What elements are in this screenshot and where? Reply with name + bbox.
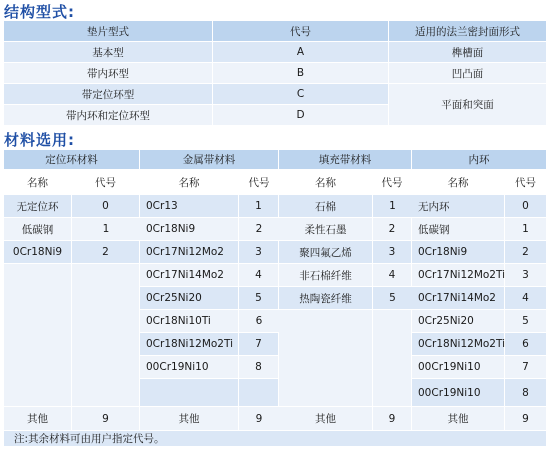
header-flange-face: 适用的法兰密封面形式 bbox=[389, 21, 546, 42]
empty-cell bbox=[72, 264, 140, 407]
inner-ring-name: 00Cr19Ni10 bbox=[412, 356, 505, 379]
inner-ring-name: 0Cr25Ni20 bbox=[412, 310, 505, 333]
empty-cell bbox=[4, 264, 72, 407]
materials-table bbox=[4, 150, 546, 447]
structure-table bbox=[4, 21, 546, 126]
positioning-ring-code: 1 bbox=[72, 218, 140, 241]
gasket-code: D bbox=[213, 105, 389, 126]
inner-ring-code: 7 bbox=[505, 356, 546, 379]
group-filler-strip: 填充带材料 bbox=[279, 150, 412, 170]
gasket-code: C bbox=[213, 84, 389, 105]
gasket-code: B bbox=[213, 63, 389, 84]
filler-strip-code: 4 bbox=[373, 264, 412, 287]
header-gasket-type: 垫片型式 bbox=[4, 21, 213, 42]
inner-ring-name: 低碳钢 bbox=[412, 218, 505, 241]
sub-header-code: 代号 bbox=[72, 170, 140, 195]
materials-title: 材料选用: bbox=[4, 131, 75, 149]
filler-strip-code: 5 bbox=[373, 287, 412, 310]
metal-strip-code: 3 bbox=[239, 241, 279, 264]
gasket-type: 带内环型 bbox=[4, 63, 213, 84]
filler-strip-name: 非石棉纤维 bbox=[279, 264, 373, 287]
gasket-type: 带内环和定位环型 bbox=[4, 105, 213, 126]
metal-strip-name: 00Cr19Ni10 bbox=[140, 356, 239, 379]
group-metal-strip: 金属带材料 bbox=[140, 150, 279, 170]
metal-strip-name: 0Cr18Ni12Mo2Ti bbox=[140, 333, 239, 356]
empty-cell bbox=[239, 379, 279, 407]
positioning-ring-name: 无定位环 bbox=[4, 195, 72, 218]
filler-strip-code: 1 bbox=[373, 195, 412, 218]
gasket-code: A bbox=[213, 42, 389, 63]
metal-strip-code: 4 bbox=[239, 264, 279, 287]
inner-ring-name: 0Cr17Ni14Mo2 bbox=[412, 287, 505, 310]
inner-ring-name: 无内环 bbox=[412, 195, 505, 218]
sub-header-code: 代号 bbox=[373, 170, 412, 195]
flange-face: 榫槽面 bbox=[389, 42, 546, 63]
metal-strip-code: 7 bbox=[239, 333, 279, 356]
sub-header-name: 名称 bbox=[412, 170, 505, 195]
metal-strip-code: 5 bbox=[239, 287, 279, 310]
positioning-ring-name: 0Cr18Ni9 bbox=[4, 241, 72, 264]
empty-cell bbox=[279, 310, 373, 407]
sub-header-name: 名称 bbox=[4, 170, 72, 195]
inner-ring-code: 0 bbox=[505, 195, 546, 218]
inner-ring-code: 1 bbox=[505, 218, 546, 241]
group-inner-ring: 内环 bbox=[412, 150, 546, 170]
structure-title: 结构型式: bbox=[4, 3, 75, 21]
metal-strip-name: 0Cr13 bbox=[140, 195, 239, 218]
inner-ring-name: 00Cr19Ni10 bbox=[412, 379, 505, 407]
inner-ring-code: 3 bbox=[505, 264, 546, 287]
metal-strip-name: 0Cr18Ni9 bbox=[140, 218, 239, 241]
sub-header-code: 代号 bbox=[505, 170, 546, 195]
flange-face: 凹凸面 bbox=[389, 63, 546, 84]
inner-ring-name: 0Cr18Ni12Mo2Ti bbox=[412, 333, 505, 356]
metal-strip-name: 0Cr17Ni12Mo2 bbox=[140, 241, 239, 264]
other-code: 9 bbox=[72, 407, 140, 431]
metal-strip-name: 0Cr18Ni10Ti bbox=[140, 310, 239, 333]
metal-strip-code: 8 bbox=[239, 356, 279, 379]
inner-ring-code: 2 bbox=[505, 241, 546, 264]
metal-strip-code: 1 bbox=[239, 195, 279, 218]
inner-ring-code: 4 bbox=[505, 287, 546, 310]
other-name: 其他 bbox=[279, 407, 373, 431]
flange-face-merged: 平面和突面 bbox=[389, 84, 546, 126]
other-code: 9 bbox=[239, 407, 279, 431]
empty-cell bbox=[140, 379, 239, 407]
other-code: 9 bbox=[373, 407, 412, 431]
other-name: 其他 bbox=[140, 407, 239, 431]
positioning-ring-name: 低碳钢 bbox=[4, 218, 72, 241]
other-name: 其他 bbox=[4, 407, 72, 431]
positioning-ring-code: 2 bbox=[72, 241, 140, 264]
other-code: 9 bbox=[505, 407, 546, 431]
filler-strip-name: 柔性石墨 bbox=[279, 218, 373, 241]
sub-header-code: 代号 bbox=[239, 170, 279, 195]
inner-ring-code: 8 bbox=[505, 379, 546, 407]
gasket-type: 基本型 bbox=[4, 42, 213, 63]
filler-strip-name: 石棉 bbox=[279, 195, 373, 218]
inner-ring-name: 0Cr17Ni12Mo2Ti bbox=[412, 264, 505, 287]
other-name: 其他 bbox=[412, 407, 505, 431]
positioning-ring-code: 0 bbox=[72, 195, 140, 218]
metal-strip-code: 2 bbox=[239, 218, 279, 241]
group-positioning-ring: 定位环材料 bbox=[4, 150, 140, 170]
inner-ring-code: 6 bbox=[505, 333, 546, 356]
inner-ring-name: 0Cr18Ni9 bbox=[412, 241, 505, 264]
metal-strip-code: 6 bbox=[239, 310, 279, 333]
filler-strip-name: 聚四氟乙烯 bbox=[279, 241, 373, 264]
sub-header-name: 名称 bbox=[140, 170, 239, 195]
gasket-type: 带定位环型 bbox=[4, 84, 213, 105]
sub-header-name: 名称 bbox=[279, 170, 373, 195]
filler-strip-name: 热陶瓷纤维 bbox=[279, 287, 373, 310]
filler-strip-code: 2 bbox=[373, 218, 412, 241]
materials-note: 注:其余材料可由用户指定代号。 bbox=[4, 431, 546, 447]
empty-cell bbox=[373, 310, 412, 407]
inner-ring-code: 5 bbox=[505, 310, 546, 333]
filler-strip-code: 3 bbox=[373, 241, 412, 264]
header-code: 代号 bbox=[213, 21, 389, 42]
metal-strip-name: 0Cr17Ni14Mo2 bbox=[140, 264, 239, 287]
metal-strip-name: 0Cr25Ni20 bbox=[140, 287, 239, 310]
